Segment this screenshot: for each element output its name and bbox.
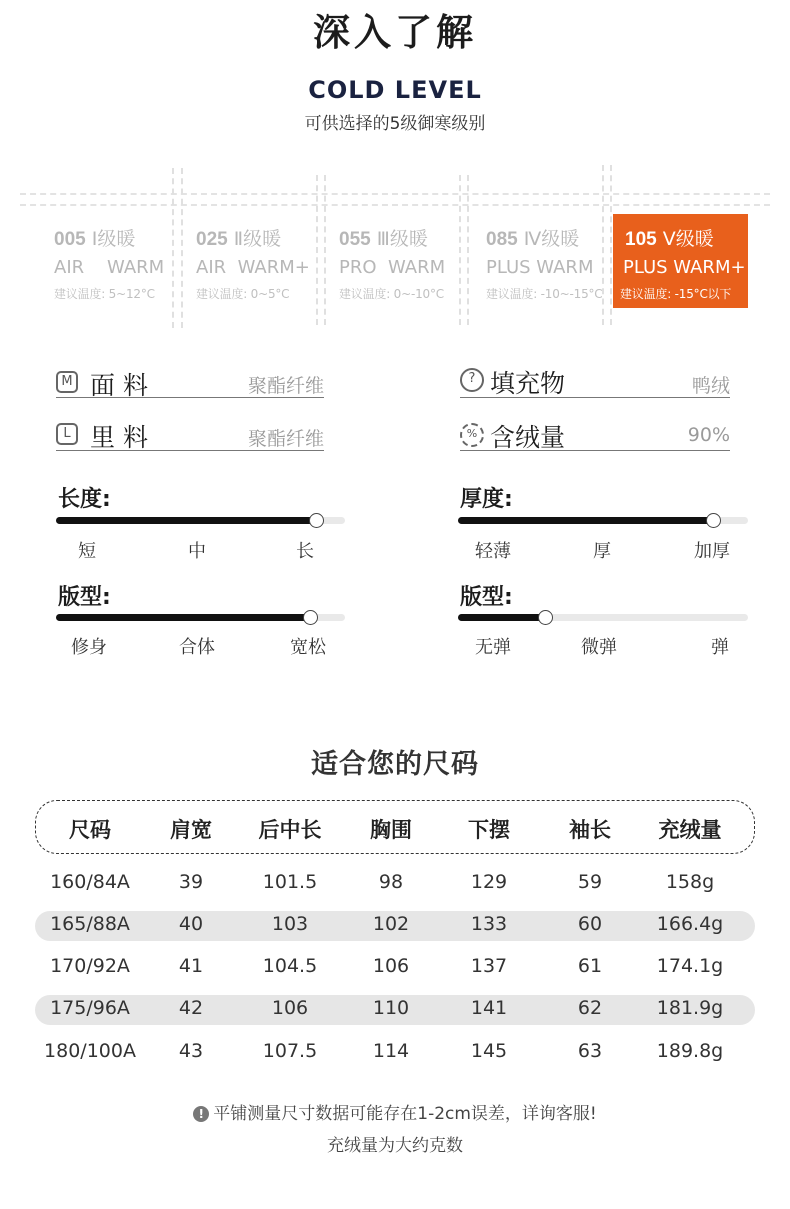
length-fill [56,517,316,524]
table-cell: 59 [577,871,603,893]
stretch-fill [458,614,545,621]
filling-underline [460,397,730,398]
level-card-1 [54,214,188,308]
table-cell: 133 [470,913,508,935]
table-cell: 110 [372,997,410,1019]
level-code: 005 [54,229,86,250]
table-cell: 166.4g [656,913,724,935]
percent-icon: % [460,423,484,447]
table-cell: 181.9g [656,997,724,1019]
thickness-tick: 厚 [593,541,611,562]
down-content-value: 90% [687,424,730,446]
thickness-tick: 加厚 [694,541,730,562]
level-temp: 建议温度: 0~-10°C [339,287,444,301]
table-cell: 158g [665,871,715,893]
dashed-divider [20,204,770,206]
question-icon: ? [460,368,484,392]
length-knob [309,513,324,528]
stretch-slider [458,614,748,621]
cold-level-heading: COLD LEVEL [308,76,482,104]
table-cell: 174.1g [656,955,724,977]
level-code: 055 [339,229,371,250]
table-cell: 106 [372,955,410,977]
column-header: 充绒量 [658,818,722,842]
table-cell: 39 [178,871,204,893]
measurement-note-text: 平铺测量尺寸数据可能存在1-2cm误差，详询客服! [213,1104,597,1124]
dashed-divider [20,193,770,195]
down-content-underline [460,450,730,451]
level-grade: Ⅴ级暖 [662,228,714,250]
table-cell: 137 [470,955,508,977]
table-cell: 43 [178,1040,204,1062]
size-table-title: 适合您的尺码 [311,749,479,780]
table-cell: 98 [378,871,404,893]
stretch-tick: 无弹 [475,637,511,658]
table-cell: 170/92A [50,955,130,977]
column-header: 肩宽 [170,818,212,842]
column-header: 胸围 [370,818,412,842]
table-cell: 101.5 [262,871,318,893]
level-temp: 建议温度: 5~12°C [54,287,155,301]
length-slider [56,517,345,524]
table-cell: 106 [271,997,309,1019]
table-cell: 145 [470,1040,508,1062]
level-temp: 建议温度: -15°C以下 [620,287,732,301]
fabric-label: 面 料 [90,371,148,400]
dashed-divider [610,165,612,325]
fabric-icon: M [56,371,78,393]
table-cell: 41 [178,955,204,977]
level-temp: 建议温度: 0~5°C [196,287,290,301]
length-title: 长度: [58,487,111,512]
table-cell: 175/96A [50,997,130,1019]
level-card-4 [474,214,608,308]
table-cell: 129 [470,871,508,893]
level-temp: 建议温度: -10~-15°C [486,287,603,301]
fit-title: 版型: [58,585,111,610]
level-code: 085 [486,229,518,250]
lining-underline [56,450,324,451]
table-cell: 103 [271,913,309,935]
level-grade: Ⅰ级暖 [91,228,136,250]
level-name: AIR WARM+ [196,257,310,278]
table-cell: 40 [178,913,204,935]
fit-tick: 修身 [71,637,107,658]
length-tick: 长 [296,541,314,562]
table-cell: 104.5 [262,955,318,977]
table-cell: 60 [577,913,603,935]
lining-label: 里 料 [90,423,148,452]
level-card-5-selected [613,214,748,308]
fit-tick: 宽松 [290,637,326,658]
length-tick: 中 [188,541,206,562]
column-header: 下摆 [468,818,510,842]
thickness-tick: 轻薄 [475,541,511,562]
table-cell: 102 [372,913,410,935]
level-name: PLUS WARM [486,257,594,278]
lining-icon: L [56,423,78,445]
table-cell: 63 [577,1040,603,1062]
level-code: 105 [625,229,657,250]
warning-icon: ! [193,1106,209,1122]
stretch-knob [538,610,553,625]
fit-fill [56,614,310,621]
stretch-title: 版型: [460,585,513,610]
table-cell: 165/88A [50,913,130,935]
level-card-2 [196,214,330,308]
table-cell: 62 [577,997,603,1019]
level-name: PLUS WARM+ [623,257,746,278]
filling-label: 填充物 [490,369,566,398]
fabric-value: 聚酯纤维 [247,375,324,397]
stretch-tick: 弹 [711,637,729,658]
stretch-tick: 微弹 [581,637,617,658]
measurement-note [0,1099,790,1124]
length-tick: 短 [78,541,96,562]
level-grade: Ⅲ级暖 [376,228,428,250]
table-cell: 107.5 [262,1040,318,1062]
table-cell: 42 [178,997,204,1019]
page-title: 深入了解 [313,11,477,54]
table-cell: 160/84A [50,871,130,893]
lining-value: 聚酯纤维 [247,428,324,450]
fit-slider [56,614,345,621]
down-content-label: 含绒量 [490,423,566,452]
fit-tick: 合体 [179,637,215,658]
column-header: 袖长 [569,818,611,842]
table-cell: 189.8g [656,1040,724,1062]
fabric-underline [56,397,324,398]
level-card-3 [339,214,473,308]
filling-value: 鸭绒 [691,375,730,397]
column-header: 后中长 [258,818,322,842]
level-grade: Ⅳ级暖 [523,228,580,250]
level-code: 025 [196,229,228,250]
table-cell: 114 [372,1040,410,1062]
level-name: AIR WARM [54,257,165,278]
column-header: 尺码 [69,818,111,842]
thickness-slider [458,517,748,524]
level-name: PRO WARM [339,257,446,278]
down-weight-note: 充绒量为大约克数 [327,1136,463,1156]
table-cell: 61 [577,955,603,977]
thickness-knob [706,513,721,528]
cold-level-subtitle: 可供选择的5级御寒级别 [304,114,486,134]
level-grade: Ⅱ级暖 [233,228,282,250]
thickness-fill [458,517,713,524]
fit-knob [303,610,318,625]
table-cell: 141 [470,997,508,1019]
table-cell: 180/100A [44,1040,136,1062]
thickness-title: 厚度: [460,487,513,512]
